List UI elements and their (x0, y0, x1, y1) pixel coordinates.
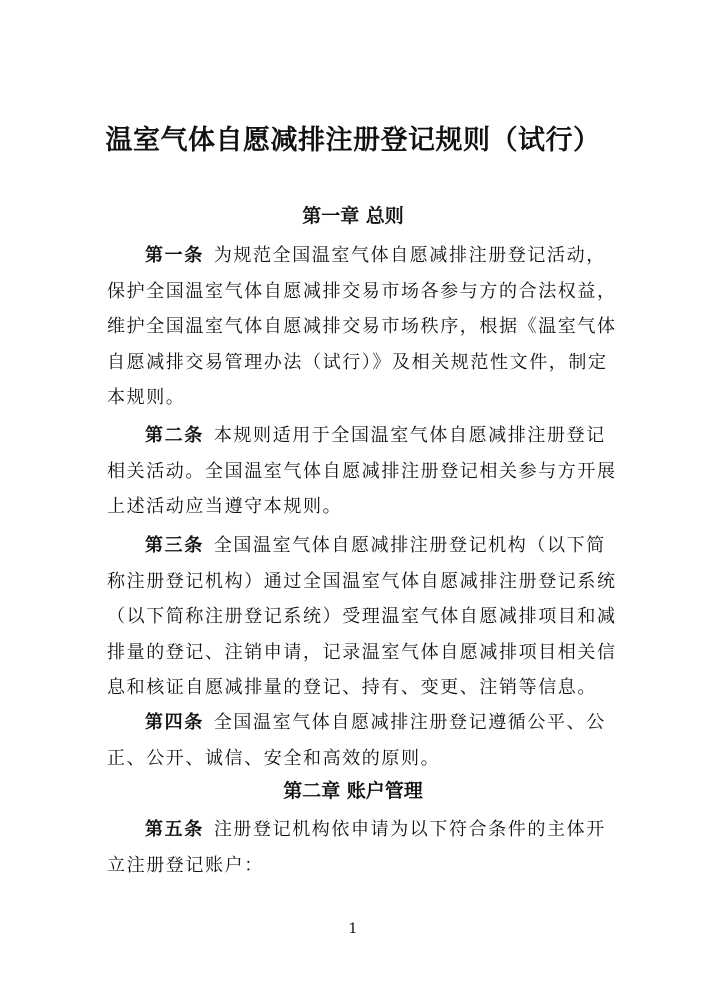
article-1-line-4: 自愿减排交易管理办法（试行）》及相关规范性文件，制定 (107, 351, 608, 373)
article-2-line-1 (107, 418, 606, 454)
article-1-line-2: 保护全国温室气体自愿减排交易市场各参与方的合法权益， (107, 280, 617, 302)
article-3-line-4: 排量的登记、注销申请，记录温室气体自愿减排项目相关信 (107, 641, 617, 663)
article-4-label: 第四条 (145, 712, 204, 733)
article-3-line-1 (107, 528, 606, 564)
article-1-label: 第一条 (145, 245, 204, 266)
article-3-line-2: 称注册登记机构）通过全国温室气体自愿减排注册登记系统 (107, 570, 617, 592)
article-1-line-3: 维护全国温室气体自愿减排交易市场秩序，根据《温室气体 (107, 316, 617, 337)
article-5-line-1 (107, 812, 606, 848)
document-title: 温室气体自愿减排注册登记规则（试行） (105, 125, 601, 156)
article-1-line-1 (107, 238, 606, 274)
article-5 (107, 812, 606, 883)
article-4-line-2: 正、公开、诚信、安全和高效的原则。 (107, 747, 441, 769)
article-4 (107, 705, 606, 776)
article-5-label: 第五条 (145, 819, 204, 840)
article-2-label: 第二条 (145, 425, 204, 446)
article-3 (107, 528, 617, 706)
page-number: 1 (348, 921, 358, 937)
article-2-line-2: 相关活动。全国温室气体自愿减排注册登记相关参与方开展 (107, 460, 617, 482)
article-5-text-1: 注册登记机构依申请为以下符合条件的主体开 (213, 819, 606, 840)
article-3-text-1: 全国温室气体自愿减排注册登记机构（以下简 (213, 535, 606, 556)
article-2 (107, 418, 617, 525)
article-2-text-1: 本规则适用于全国温室气体自愿减排注册登记 (213, 425, 606, 446)
chapter-heading-1: 第一章 总则 (302, 205, 404, 227)
article-4-text-1: 全国温室气体自愿减排注册登记遵循公平、公 (213, 712, 606, 733)
article-2-line-3: 上述活动应当遵守本规则。 (107, 496, 343, 517)
article-1 (107, 238, 617, 416)
chapter-heading-2: 第二章 账户管理 (283, 780, 423, 802)
article-1-line-5: 本规则。 (107, 387, 186, 408)
article-3-line-5: 息和核证自愿减排量的登记、持有、变更、注销等信息。 (107, 677, 597, 698)
article-3-line-3: （以下简称注册登记系统）受理温室气体自愿减排项目和减 (107, 606, 617, 627)
article-4-line-1 (107, 705, 606, 741)
article-5-line-2: 立注册登记账户： (107, 854, 264, 876)
article-1-text-1: 为规范全国温室气体自愿减排注册登记活动， (213, 245, 606, 266)
article-3-label: 第三条 (145, 535, 204, 556)
